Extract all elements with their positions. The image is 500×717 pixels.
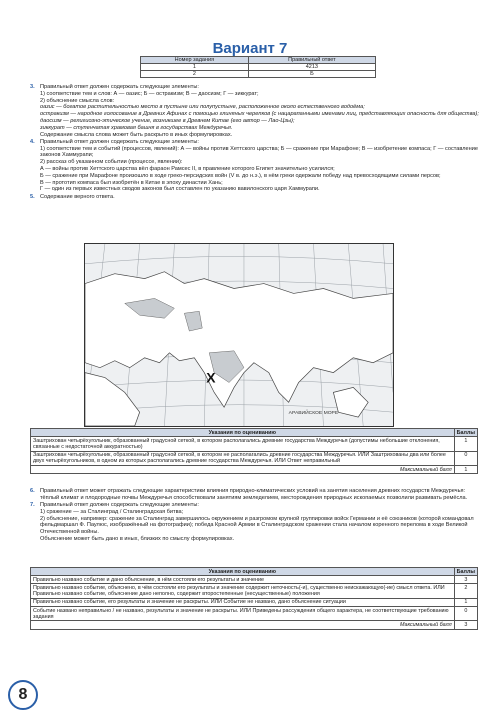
item-number: 6. <box>30 488 35 494</box>
table-row <box>31 607 478 621</box>
item-line: Правильный ответ должен содержать следующие элементы: <box>40 138 199 145</box>
item-line: 2) рассказ об указанном событии (процессе, явлении): <box>40 159 183 166</box>
item-line: Объяснение может быть дано в иных, близких по смыслу формулировках. <box>40 536 235 543</box>
answer-table <box>140 56 376 78</box>
item-line: 1) соответствие тем и слов: А — оазис; Б — остракизм; В — даосизм; Г — зиккурат; <box>40 90 259 97</box>
item-line: Правильный ответ должен содержать следующие элементы: <box>40 502 199 509</box>
page-number: 8 <box>8 680 38 710</box>
item-line: Правильный ответ может отражать следующие характеристики влияния природно-климатических условий на занятия населения древних государств Междуречья: тёплый климат и плодородные почвы Междуречья способствовали занятиям земледелием, месторождения природных ископаемых позволили развивать ремёсла. <box>40 488 468 501</box>
item-number: 3. <box>30 84 35 90</box>
item-line: Содержание смысла слова может быть раскрыто в иных формулировках. <box>40 131 233 138</box>
table-cell: 1 <box>454 437 477 451</box>
answer-item-3 <box>30 84 480 138</box>
item-number: 7. <box>30 502 35 509</box>
page-title: Вариант 7 <box>212 40 288 57</box>
table-header-cell: Баллы <box>454 429 477 437</box>
table-header-row <box>31 429 478 437</box>
item-line: Правильный ответ должен содержать следующие элементы: <box>40 84 199 90</box>
item-line: 2) объяснение смысла слов: <box>40 97 115 104</box>
table-row <box>31 451 478 465</box>
item-line: остракизм — народное голосование в Древних Афинах с помощью глиняных черепков (с нацарапанными именами лиц, представляющих опасность для общества); <box>40 111 479 118</box>
item-line: 2) объяснение, например: сражение за Сталинград завершилось окружением и разгромом крупной группировки войск Германии и её союзников (которой командовал фельдмаршал Ф. Паулюс, изображённый на фотографии); победа Красной Армии в Сталинградском сражении стала началом коренного перелома в ходе Великой Отечественной войны. <box>40 515 474 536</box>
table-header-row <box>31 568 478 576</box>
table-header-cell: Правильный ответ <box>248 57 375 64</box>
table-cell: 0 <box>454 607 477 621</box>
table-cell: 1 <box>454 598 477 606</box>
max-score-value: 1 <box>454 466 477 474</box>
item-number: 5. <box>30 193 35 200</box>
answer-item-6 <box>30 488 480 502</box>
table-header-row <box>141 57 376 64</box>
table-cell: 2 <box>141 71 249 78</box>
table-row <box>31 621 478 629</box>
criteria-table-7 <box>30 567 478 630</box>
table-row <box>31 598 478 606</box>
table-cell: 4213 <box>248 64 375 71</box>
table-row <box>31 576 478 584</box>
table-row <box>31 466 478 474</box>
table-cell: Правильно названо событие, объяснено, в чём состояли его результаты и значение содержит неточность(-и), существенно неискажающую(-ие) смысл ответа. ИЛИ Правильно названо событие, объяснение дано неполно, содержит второстепенные (несущественные) положения <box>31 584 455 598</box>
item-number: 4. <box>30 138 35 145</box>
table-cell: 1 <box>141 64 249 71</box>
answer-item-7 <box>30 502 480 543</box>
table-cell: Б <box>248 71 375 78</box>
item-line: А — войны против Хеттского царства вёл фараон Рамсес II, в правление которого Египет значительно усилился; <box>40 166 335 173</box>
item-line: Содержание верного ответа. <box>40 193 115 200</box>
sea-label: АРАВИЙСКОЕ МОРЕ <box>288 411 339 417</box>
table-header-cell: Указания по оцениванию <box>31 429 455 437</box>
table-row <box>141 64 376 71</box>
contour-map <box>84 243 394 427</box>
map-marker: X <box>206 369 216 386</box>
criteria-table-5 <box>30 428 478 474</box>
table-header-cell: Баллы <box>454 568 477 576</box>
item-line: Б — сражение при Марафоне произошло в ходе греко-персидских войн (V в. до н.э.), в нём греки одержали победу над превосходящими силами персов; <box>40 172 441 179</box>
max-score-value: 3 <box>454 621 477 629</box>
table-cell: 2 <box>454 584 477 598</box>
max-score-label: Максимальный балл <box>31 621 455 629</box>
table-cell: 0 <box>454 451 477 465</box>
item-line: зиккурат — ступенчатая храмовая башня в государствах Междуречья. <box>40 124 233 131</box>
table-cell: Правильно названо событие, его результаты и значение не раскрыты. ИЛИ Событие не названо, дано объяснение ситуации <box>31 598 455 606</box>
answer-item-5 <box>30 194 480 201</box>
table-cell: Заштрихован четырёхугольник, образованный градусной сеткой, в котором располагались древние государства Междуречья (допустимы небольшие отклонения, связанные с недостаточной аккуратностью) <box>31 437 455 451</box>
item-line: даосизм — религиозно-этическое учение, возникшее в Древнем Китае (его автор — Лао-Цзы); <box>40 117 295 124</box>
item-line: 1) сражение — за Сталинград / Сталинградская битва; <box>40 508 184 515</box>
table-header-cell: Указания по оцениванию <box>31 568 455 576</box>
item-line: В — прототип компаса был изобретён в Китае в эпоху династии Хань; <box>40 179 223 186</box>
table-header-cell: Номер задания <box>141 57 249 64</box>
map-graphic <box>85 244 393 426</box>
item-line: оазис — богатое растительностью место в пустыне или полупустыне, расположенное около естественного водоёма; <box>40 104 365 111</box>
table-cell: Событие названо неправильно / не названо, результаты и значение не раскрыты. ИЛИ Приведены рассуждения общего характера, не соответствующие требованию задания <box>31 607 455 621</box>
table-cell: Заштрихован четырёхугольник, образованный градусной сеткой, в котором не располагались древние государства Междуречья. ИЛИ Заштрихованы два или более двух четырёхугольников, в одном из которых располагались древние государства Междуречья. ИЛИ Ответ неправильный <box>31 451 455 465</box>
table-row <box>141 71 376 78</box>
answer-item-4 <box>30 139 480 193</box>
max-score-label: Максимальный балл <box>31 466 455 474</box>
answers-content <box>30 84 480 201</box>
item-line: 1) соответствие тем и событий (процессов, явлений): А — войны против Хеттского царства; Б — сражение при Марафоне; В — изобретение компаса; Г — составление законов Хаммурапи; <box>40 145 478 159</box>
item-line: Г — один из первых известных сводов законов был составлен по указанию вавилонского царя Хаммурапи. <box>40 186 320 193</box>
answers-content-2 <box>30 488 480 543</box>
table-row <box>31 584 478 598</box>
table-row <box>31 437 478 451</box>
table-cell: 3 <box>454 576 477 584</box>
table-cell: Правильно названо событие и дано объяснение, в нём состояли его результаты и значение <box>31 576 455 584</box>
